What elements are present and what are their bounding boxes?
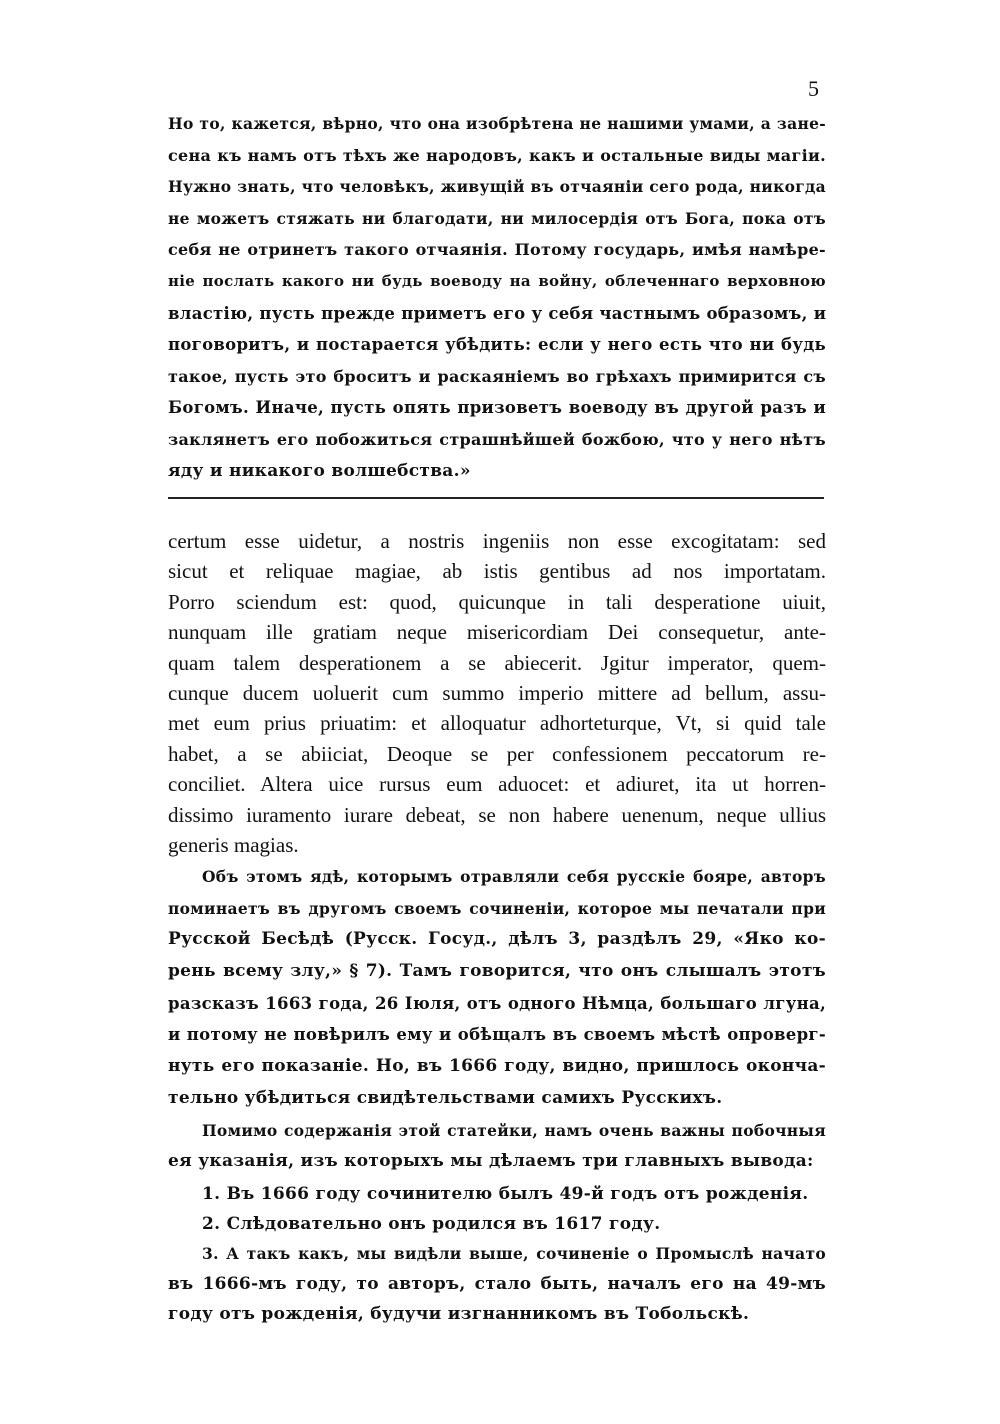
text-line: себя не отринетъ такого отчаянія. Потому государь, имѣя намѣре- — [168, 240, 826, 260]
text-line: сена къ намъ отъ тѣхъ же народовъ, какъ и остальные виды магіи. — [168, 145, 826, 165]
list-item: году отъ рожденія, будучи изгнанникомъ въ Тобольскѣ. — [168, 1304, 750, 1324]
list-item: 2. Слѣдовательно онъ родился въ 1617 году. — [202, 1214, 661, 1234]
text-line: Помимо содержанія этой статейки, намъ очень важны побочныя — [202, 1120, 826, 1140]
text-line: Русской Бесѣдѣ (Русск. Госуд., дѣлъ 3, раздѣлъ 29, «Яко ко- — [168, 929, 826, 950]
text-line: Porro sciendum est: quod, quicunque in tali desperatione uiuit, — [168, 589, 826, 614]
footnote-divider — [168, 497, 824, 499]
list-item: 3. А такъ какъ, мы видѣли выше, сочиненіе о Промыслѣ начато — [202, 1244, 826, 1263]
text-line: nunquam ille gratiam neque misericordiam Dei consequetur, ante- — [168, 620, 826, 645]
text-line: разсказъ 1663 года, 26 Іюля, отъ одного Нѣмца, большаго лгуна, — [168, 993, 826, 1013]
text-line: не можетъ стяжать ни благодати, ни милосердія отъ Бога, пока отъ — [168, 208, 826, 228]
text-line: властію, пусть прежде приметъ его у себя частнымъ образомъ, и — [168, 303, 826, 323]
text-line: тельно убѣдиться свидѣтельствами самихъ Русскихъ. — [168, 1087, 723, 1108]
text-line: Объ этомъ ядѣ, которымъ отравляли себя русскіе бояре, авторъ — [202, 867, 826, 886]
text-line: habet, a se abiiciat, Deoque se per confessionem peccatorum re- — [168, 741, 826, 766]
text-line: заклянетъ его побожиться страшнѣйшей божбою, что у него нѣтъ — [168, 429, 826, 449]
text-line: met eum prius priuatim: et alloquatur adhorteturque, Vt, si quid tale — [168, 711, 826, 736]
text-line: ея указанія, изъ которыхъ мы дѣлаемъ три главныхъ вывода: — [168, 1151, 814, 1172]
text-line: quam talem desperationem a se abiecerit. Jgitur imperator, quem- — [168, 650, 826, 675]
text-line: sicut et reliquae magiae, ab istis gentibus ad nos importatam. — [168, 559, 826, 584]
text-line: certum esse uidetur, a nostris ingeniis non esse excogitatam: sed — [168, 529, 826, 553]
text-line: generis magias. — [168, 832, 299, 857]
page-number: 5 — [808, 76, 819, 101]
latin-original-text — [168, 526, 826, 860]
text-line: поговоритъ, и постарается убѣдить: если у него есть что ни будь — [168, 335, 826, 355]
commentary-paragraphs — [168, 861, 826, 1178]
text-line: dissimo iuramento iurare debeat, se non habere uenenum, neque ullius — [168, 802, 826, 827]
text-line: Богомъ. Иначе, пусть опять призоветъ воеводу въ другой разъ и — [168, 398, 826, 418]
list-item: въ 1666-мъ году, то авторъ, стало быть, началъ его на 49-мъ — [168, 1274, 826, 1294]
russian-translation-quote — [168, 108, 826, 487]
text-line: нуть его показаніе. Но, въ 1666 году, видно, пришлось оконча- — [168, 1056, 826, 1077]
text-line: рень всему злу,» § 7). Тамъ говорится, что онъ слышалъ этотъ — [168, 961, 826, 982]
text-line: cunque ducem uoluerit cum summo imperio mittere ad bellum, assu- — [168, 680, 826, 705]
list-item: 1. Въ 1666 году сочинителю былъ 49-й годъ отъ рожденія. — [202, 1184, 809, 1204]
text-line: Но то, кажется, вѣрно, что она изобрѣтена не нашими умами, а зане- — [168, 114, 826, 133]
text-line: ніе послать какого ни будь воеводу на войну, облеченнаго верховною — [168, 271, 826, 290]
text-line: яду и никакого волшебства.» — [168, 460, 471, 481]
text-line: и потому не повѣрилъ ему и обѣщалъ въ своемъ мѣстѣ опроверг- — [168, 1025, 826, 1045]
text-line: Нужно знать, что человѣкъ, живущій въ отчаяніи сего рода, никогда — [168, 177, 826, 197]
conclusions-list — [168, 1179, 826, 1329]
text-line: такое, пусть это броситъ и раскаяніемъ во грѣхахъ примирится съ — [168, 366, 826, 386]
text-line: поминаетъ въ другомъ своемъ сочиненіи, которое мы печатали при — [168, 898, 826, 918]
text-line: conciliet. Altera uice rursus eum aduocet: et adiuret, ita ut horren- — [168, 772, 826, 797]
